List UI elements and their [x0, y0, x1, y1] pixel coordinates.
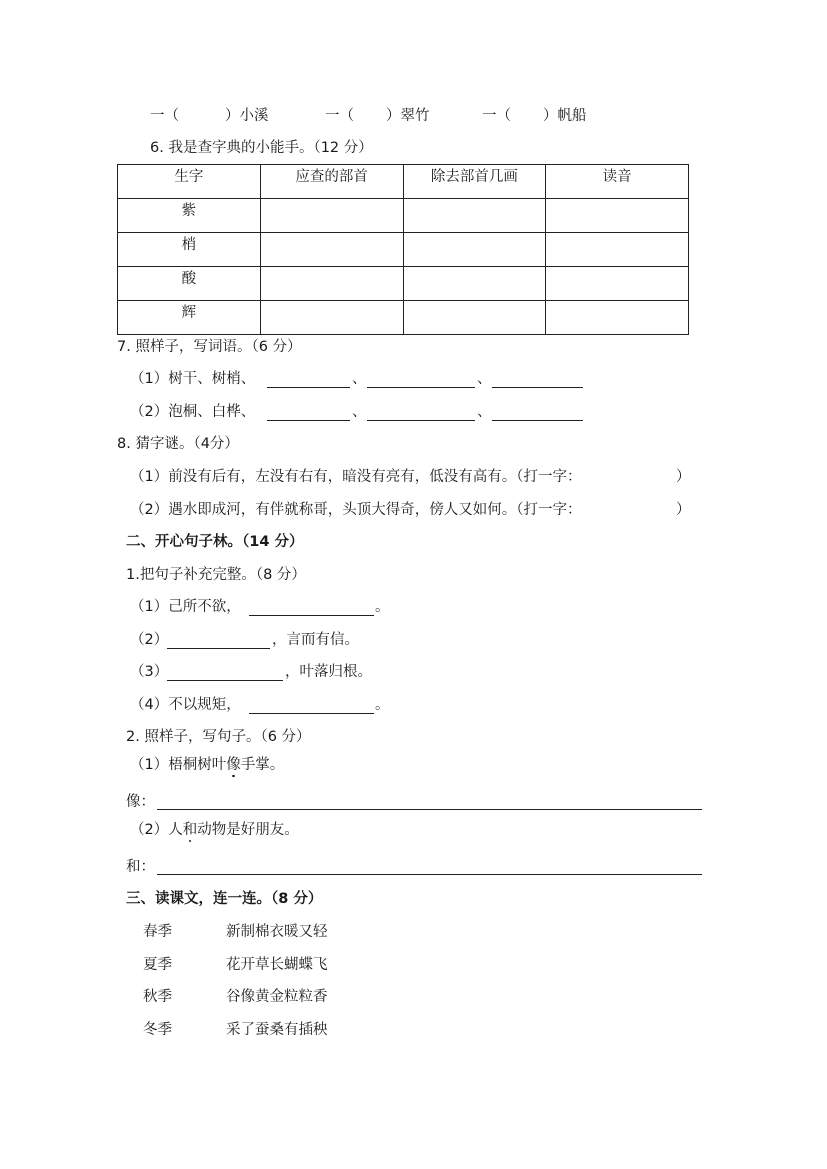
- s2-q2-answer-1-label: 像：: [126, 794, 155, 810]
- q5-item-3-close: ）: [543, 108, 558, 124]
- s2-q1-item-4-before: 不以规矩，: [168, 697, 241, 713]
- table-row: [118, 267, 689, 301]
- q5-item-2-prefix: 一（: [325, 108, 354, 124]
- s2-q1-item-2-blank[interactable]: [167, 633, 270, 649]
- q5-item-1: [150, 106, 269, 126]
- section3-title: 三、读课文，连一连。（8 分）: [126, 891, 323, 907]
- s2-q1-item-4: [130, 695, 241, 715]
- cell-char: 辉: [118, 301, 261, 335]
- q7-item-1-label: （1）: [130, 371, 169, 387]
- q7-item-2-blank-2[interactable]: [367, 405, 475, 421]
- s2-q2-answer-1-line[interactable]: [157, 809, 702, 810]
- header-strokes: 除去部首几画: [403, 165, 546, 199]
- s2-q1-item-1-blank[interactable]: [249, 600, 374, 616]
- s2-q1-item-1-after: 。: [375, 599, 390, 615]
- s2-q1-item-2-after: ，言而有信。: [272, 632, 359, 648]
- s2-q1-item-3: [130, 662, 168, 682]
- q8-item-2: [130, 500, 581, 520]
- s2-q1-item-1-label: （1）: [130, 599, 169, 615]
- table-row: [118, 199, 689, 233]
- s2-q1-item-3-after: ，叶落归根。: [285, 664, 372, 680]
- s2-q2-example-2-post: 动物是好朋友。: [197, 822, 299, 838]
- cell-pinyin[interactable]: [546, 199, 689, 233]
- q8-title: 8. 猜字谜。（4分）: [117, 436, 239, 452]
- s2-q2-example-2-emphasis: 和: [182, 822, 198, 838]
- header-radical: 应查的部首: [260, 165, 403, 199]
- s2-q2-example-2: [130, 820, 299, 840]
- header-pinyin: 读音: [546, 165, 689, 199]
- s2-q1-item-2-label: （2）: [130, 632, 169, 648]
- cell-radical[interactable]: [260, 267, 403, 301]
- q7-item-1-blank-1[interactable]: [267, 372, 350, 388]
- cell-radical[interactable]: [260, 233, 403, 267]
- table-header-row: [118, 165, 689, 199]
- q8-item-2-close: ）: [676, 502, 691, 518]
- cell-pinyin[interactable]: [546, 267, 689, 301]
- q7-item-2: [130, 402, 255, 422]
- cell-pinyin[interactable]: [546, 233, 689, 267]
- cell-char: 酸: [118, 267, 261, 301]
- table-row: [118, 301, 689, 335]
- cell-strokes[interactable]: [403, 267, 546, 301]
- table-row: [118, 233, 689, 267]
- q7-item-1-blank-3[interactable]: [492, 372, 583, 388]
- q8-item-1: [130, 467, 581, 487]
- s2-q2-example-2-label: （2）: [130, 822, 169, 838]
- s2-q2-example-1-label: （1）: [130, 757, 169, 773]
- s2-q2-example-1: [130, 755, 284, 775]
- q5-item-3: [482, 106, 587, 126]
- cell-radical[interactable]: [260, 301, 403, 335]
- verse-right-3[interactable]: 谷像黄金粒粒香: [226, 989, 328, 1005]
- cell-radical[interactable]: [260, 199, 403, 233]
- q7-item-2-blank-3[interactable]: [492, 405, 583, 421]
- cell-char: 梢: [118, 233, 261, 267]
- q5-item-1-prefix: 一（: [150, 108, 179, 124]
- header-char: 生字: [118, 165, 261, 199]
- q7-item-1: [130, 369, 255, 389]
- q8-item-2-text: 遇水即成河，有伴就称哥，头顶大得奇，傍人又如何。（打一字：: [168, 502, 582, 518]
- verse-right-4[interactable]: 采了蚕桑有插秧: [226, 1022, 328, 1038]
- s2-q2-example-1-emphasis: 像: [226, 757, 241, 773]
- q5-item-1-word: 小溪: [239, 108, 269, 124]
- q8-item-2-label: （2）: [130, 502, 169, 518]
- season-left-1[interactable]: 春季: [143, 924, 172, 940]
- q7-item-1-sep-1: 、: [352, 371, 367, 387]
- section2-title: 二、开心句子林。（14 分）: [126, 534, 304, 550]
- s2-q2-answer-2-line[interactable]: [157, 874, 702, 875]
- season-left-2[interactable]: 夏季: [143, 957, 172, 973]
- s2-q1-item-2: [130, 630, 168, 650]
- s2-q1-item-4-label: （4）: [130, 697, 169, 713]
- q5-item-2-word: 翠竹: [400, 108, 430, 124]
- q7-item-2-sep-2: 、: [477, 404, 492, 420]
- q5-item-1-close: ）: [225, 108, 240, 124]
- s2-q2-title: 2. 照样子，写句子。（6 分）: [126, 729, 311, 745]
- s2-q1-item-4-after: 。: [375, 697, 390, 713]
- q7-item-1-sep-2: 、: [477, 371, 492, 387]
- cell-strokes[interactable]: [403, 199, 546, 233]
- verse-right-1[interactable]: 新制棉衣暖又轻: [226, 924, 328, 940]
- q7-item-2-sep-1: 、: [352, 404, 367, 420]
- q5-item-2-close: ）: [386, 108, 401, 124]
- q5-item-2: [325, 106, 430, 126]
- s2-q2-example-1-post: 手掌。: [240, 757, 285, 773]
- s2-q1-item-3-label: （3）: [130, 664, 169, 680]
- q6-title: 6. 我是查字典的小能手。（12 分）: [150, 140, 373, 156]
- s2-q1-item-1-before: 己所不欲，: [168, 599, 241, 615]
- s2-q2-example-2-pre: 人: [168, 822, 183, 838]
- dictionary-table: [117, 164, 689, 335]
- s2-q2-answer-2-label: 和：: [126, 859, 155, 875]
- cell-strokes[interactable]: [403, 301, 546, 335]
- q8-item-1-label: （1）: [130, 469, 169, 485]
- q7-title: 7. 照样子，写词语。（6 分）: [117, 339, 302, 355]
- cell-char: 紫: [118, 199, 261, 233]
- q7-item-2-label: （2）: [130, 404, 169, 420]
- season-left-3[interactable]: 秋季: [143, 989, 172, 1005]
- q7-item-1-blank-2[interactable]: [367, 372, 475, 388]
- s2-q2-example-1-pre: 梧桐树叶: [168, 757, 227, 773]
- verse-right-2[interactable]: 花开草长蝴蝶飞: [226, 957, 328, 973]
- s2-q1-item-3-blank[interactable]: [167, 665, 283, 681]
- q5-item-3-word: 帆船: [557, 108, 587, 124]
- q7-item-2-words: 泡桐、白桦、: [168, 404, 256, 420]
- s2-q1-item-1: [130, 597, 241, 617]
- cell-pinyin[interactable]: [546, 301, 689, 335]
- season-left-4[interactable]: 冬季: [143, 1022, 172, 1038]
- q8-item-1-text: 前没有后有，左没有右有，暗没有亮有，低没有高有。（打一字：: [168, 469, 582, 485]
- q7-item-1-words: 树干、树梢、: [168, 371, 256, 387]
- q8-item-1-close: ）: [676, 469, 691, 485]
- s2-q1-item-4-blank[interactable]: [249, 698, 374, 714]
- s2-q1-title: 1.把句子补充完整。（8 分）: [126, 567, 306, 583]
- q7-item-2-blank-1[interactable]: [267, 405, 350, 421]
- cell-strokes[interactable]: [403, 233, 546, 267]
- q5-item-3-prefix: 一（: [482, 108, 511, 124]
